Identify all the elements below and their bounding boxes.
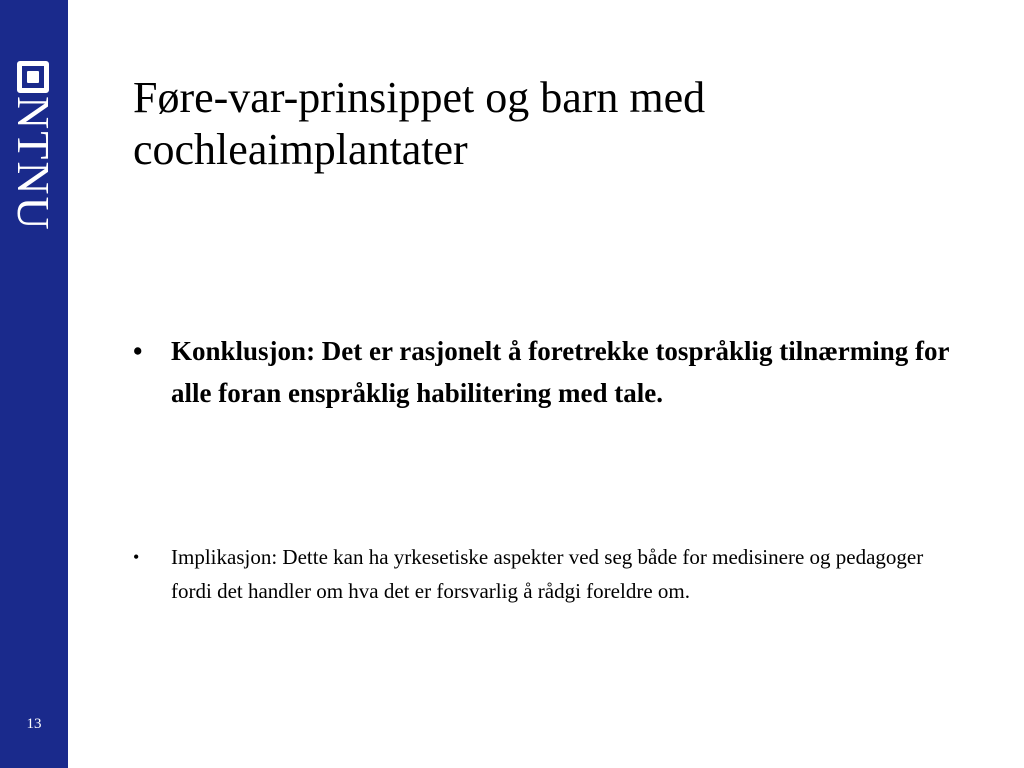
bullet-marker: • [133,336,143,366]
bullet-text: Implikasjon: Dette kan ha yrkesetiske aspekter ved seg både for medisinere og pedagoger fordi det handler om hva det er forsvarlig å rådgi foreldre om. [171,545,924,603]
bullet-marker: • [133,547,140,567]
ntnu-logo-icon [17,61,49,93]
bullet-item-conclusion [133,330,963,414]
slide-title: Føre-var-prinsippet og barn med cochleaimplantater [133,73,706,174]
logo-text: NTNU [8,96,59,232]
bullet-text: Konklusjon: Det er rasjonelt å foretrekke tospråklig tilnærming for alle foran enspråklig habilitering med tale. [171,336,949,408]
page-number: 13 [26,716,42,732]
sidebar [0,0,68,768]
logo-inner-square [27,71,39,83]
bullet-item-implication [133,540,963,608]
